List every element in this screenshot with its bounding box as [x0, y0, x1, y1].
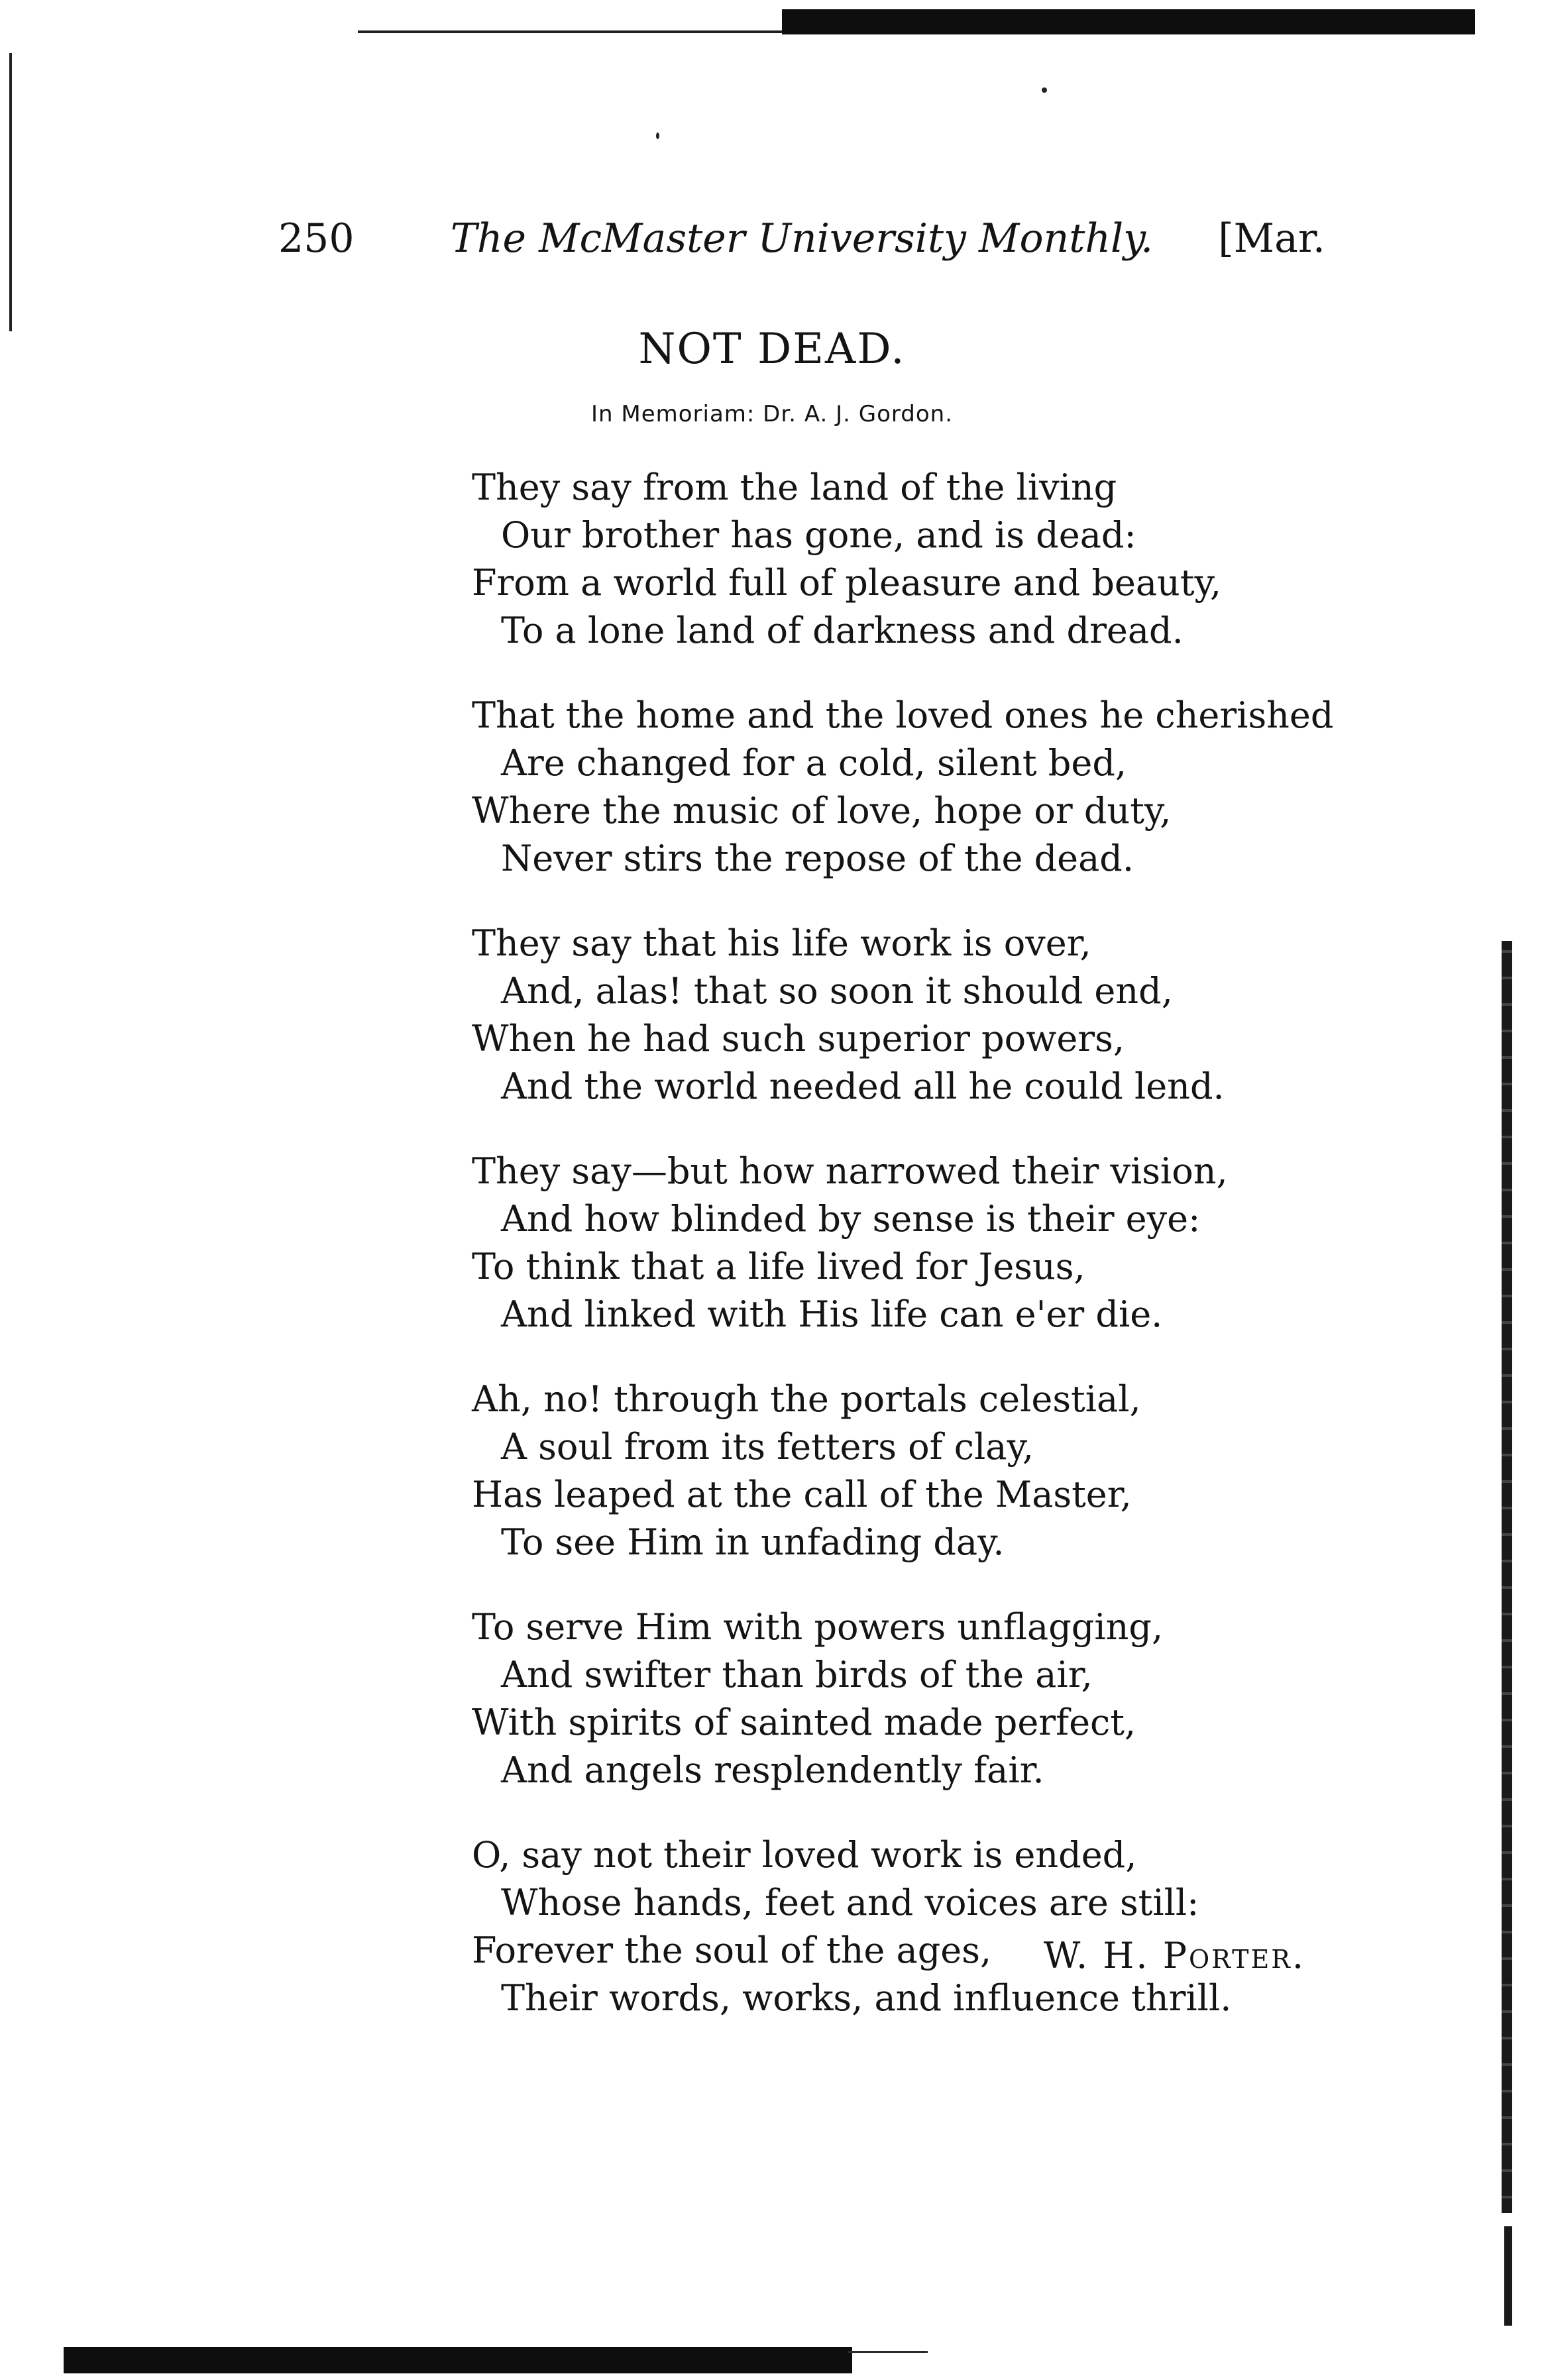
poem-line: They say that his life work is over, [472, 922, 1091, 964]
author-signature: W. H. Porter. [1043, 1935, 1305, 1976]
stanza [472, 1831, 1466, 2022]
poem-title: NOT DEAD. [638, 325, 906, 374]
stanza [472, 920, 1466, 1110]
poem-line: O, say not their loved work is ended, [472, 1834, 1137, 1876]
poem-line: To think that a life lived for Jesus, [472, 1246, 1085, 1287]
poem-line: To serve Him with powers unflagging, [472, 1606, 1164, 1648]
poem-line: Our brother has gone, and is dead: [501, 514, 1136, 556]
poem-line: And angels resplendently fair. [501, 1749, 1044, 1791]
page-number: 250 [278, 215, 355, 262]
journal-title: The McMaster University Monthly. [450, 215, 1154, 262]
bottom-rule-thick [64, 2347, 852, 2373]
poem-body [472, 464, 1466, 2059]
scan-speck [656, 133, 659, 139]
issue-month: [Mar. [1218, 215, 1325, 262]
poem-line: Are changed for a cold, silent bed, [501, 742, 1127, 784]
poem-line: From a world full of pleasure and beauty, [472, 562, 1222, 604]
poem-line: Never stirs the repose of the dead. [501, 838, 1134, 879]
poem-line: And how blinded by sense is their eye: [501, 1198, 1201, 1240]
poem-line: To see Him in unfading day. [501, 1521, 1005, 1563]
poem-line: Forever the soul of the ages, [472, 1929, 992, 1971]
poem-line: A soul from its fetters of clay, [501, 1426, 1034, 1468]
poem-line: With spirits of sainted made perfect, [472, 1702, 1136, 1743]
scan-speck [1042, 87, 1047, 93]
running-head [278, 209, 1325, 268]
poem-line: Ah, no! through the portals celestial, [472, 1378, 1141, 1420]
poem-line: Their words, works, and influence thrill. [501, 1977, 1232, 2019]
top-rule-thick [782, 9, 1475, 34]
stanza [472, 1376, 1466, 1566]
poem-line: And the world needed all he could lend. [501, 1065, 1225, 1107]
stanza [472, 1603, 1466, 1794]
poem-line: And, alas! that so soon it should end, [501, 970, 1173, 1012]
scan-edge-right-lower [1504, 2226, 1512, 2326]
scan-edge-right [1502, 941, 1512, 2213]
scan-edge-left [9, 53, 12, 331]
poem-line: And linked with His life can e'er die. [501, 1293, 1163, 1335]
poem-line: Has leaped at the call of the Master, [472, 1474, 1132, 1515]
poem-dedication: In Memoriam: Dr. A. J. Gordon. [590, 401, 954, 427]
poem-line: They say—but how narrowed their vision, [472, 1150, 1228, 1192]
bottom-rule-thin [848, 2351, 928, 2353]
poem-line: Whose hands, feet and voices are still: [501, 1882, 1199, 1923]
stanza [472, 1148, 1466, 1338]
poem-line: When he had such superior powers, [472, 1018, 1125, 1059]
poem-line: And swifter than birds of the air, [501, 1654, 1093, 1696]
stanza [472, 692, 1466, 883]
poem-line: That the home and the loved ones he cherished [472, 694, 1334, 736]
poem-line: They say from the land of the living [472, 466, 1117, 508]
poem-line: Where the music of love, hope or duty, [472, 790, 1172, 832]
stanza [472, 464, 1466, 655]
poem-line: To a lone land of darkness and dread. [501, 610, 1184, 651]
